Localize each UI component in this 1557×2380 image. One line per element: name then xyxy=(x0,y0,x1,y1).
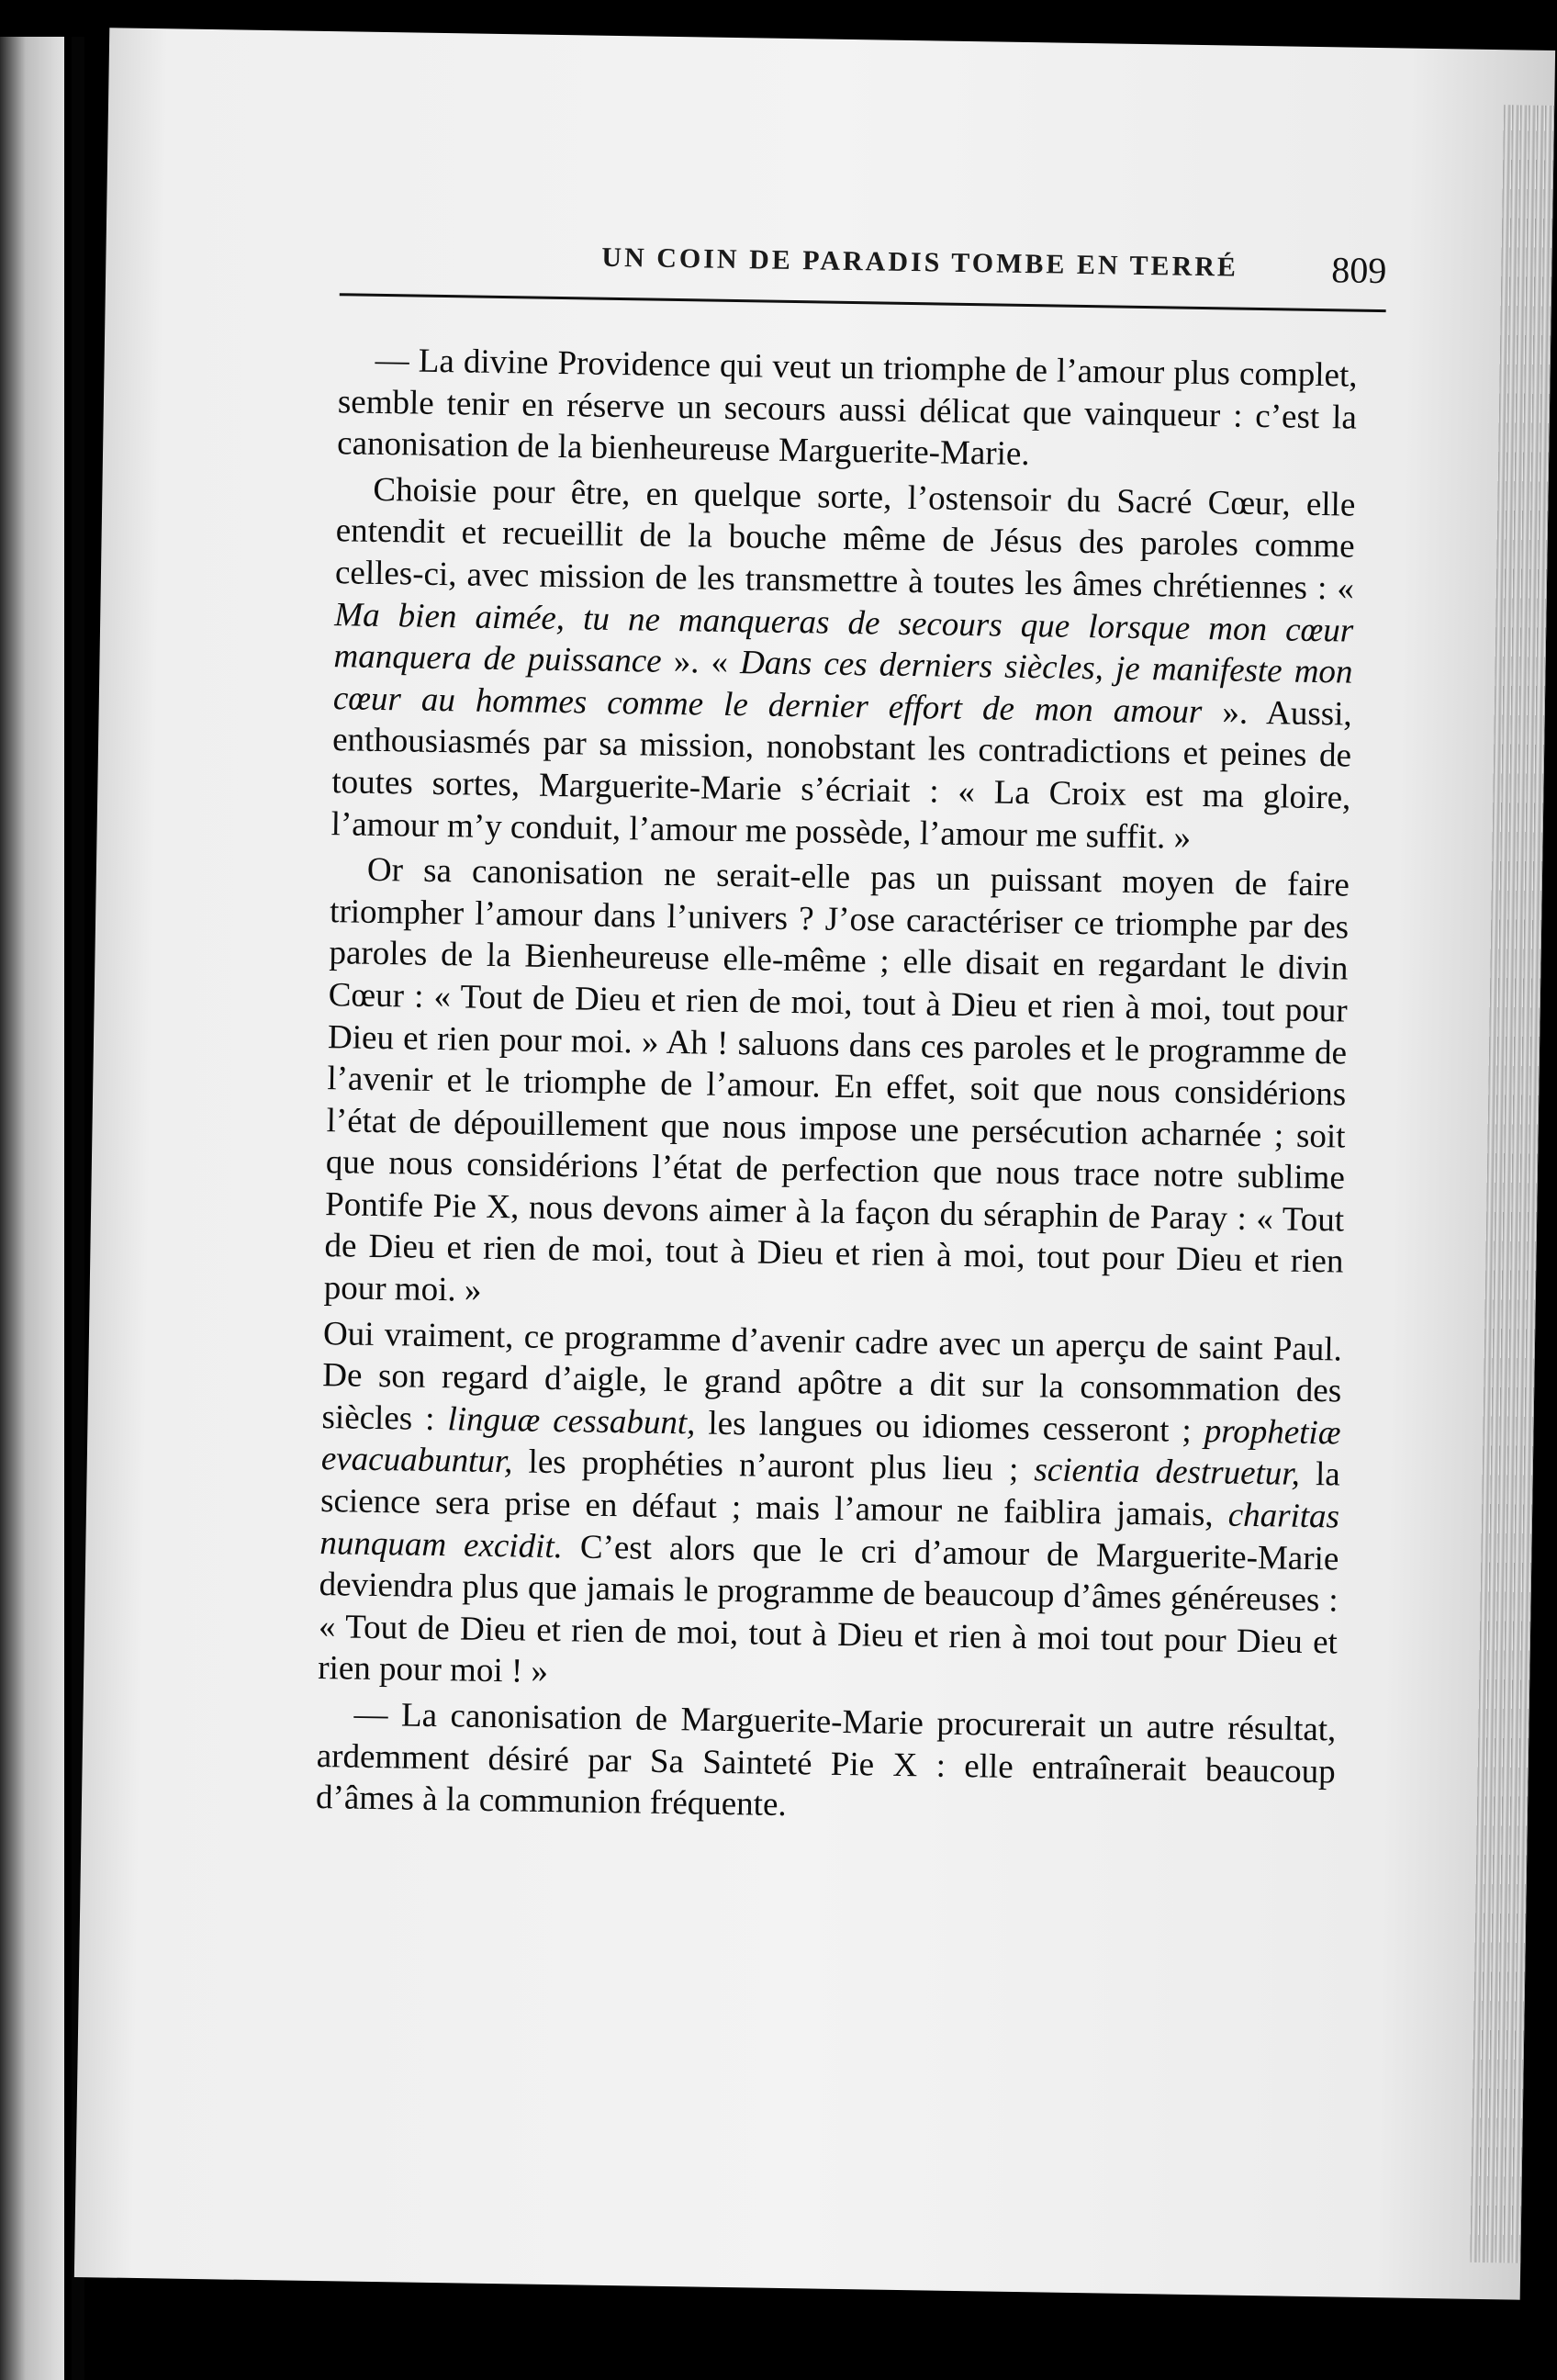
latin-prophetiae: prophetiæ evacuabuntur, xyxy=(320,1412,1341,1481)
paragraph-2-text-c: ». Aussi, enthousiasmés par sa mission, nonobstant les contradictions et peines de toutes sortes, Marguerite-Marie s’écriait : « La Croix est ma gloire, l’amour m’y conduit, l’amour me possède, l’amour me suffit. » xyxy=(330,692,1353,857)
book-page xyxy=(74,28,1555,2299)
page-header xyxy=(340,238,1387,309)
header-rule xyxy=(340,293,1386,312)
paragraph-5: — La canonisation de Marguerite-Marie procurerait un autre résultat, ardemment désiré par Sa Sainteté Pie X : elle entraînerait beaucoup d’âmes à la communion fréquente. xyxy=(315,1695,1337,1824)
paragraph-2-text-b: ». « xyxy=(661,642,741,682)
paragraph-2 xyxy=(330,468,1355,861)
paragraph-2-text-a: Choisie pour être, en quelque sorte, l’ostensoir du Sacré Cœur, elle entendit et recueillit de la bouche même de Jésus des paroles comme celles-ci, avec mission de les transmettre à toutes les âmes chrétiennes : « xyxy=(334,470,1356,608)
quote-derniers-siecles: Dans ces derniers siècles, je manifeste mon cœur au hommes comme le dernier effort de mon amour xyxy=(332,644,1353,731)
paragraph-4-text-e: C’est alors que le cri d’amour de Marguerite-Marie deviendra plus que jamais le programme de beaucoup d’âmes généreuses : « Tout de Dieu et rien de moi, tout à Dieu et rien à moi tout pour Dieu et rien pour moi ! » xyxy=(317,1527,1339,1691)
paragraph-3: Or sa canonisation ne serait-elle pas un puissant moyen de faire triompher l’amour dans l’univers ? J’ose caractériser ce triomphe par des paroles de la Bienheureuse elle-même ; elle disait en regardant le divin Cœur : « Tout de Dieu et rien de moi, tout à Dieu et rien à moi, tout pour Dieu et rien pour moi. » Ah ! saluons dans ces paroles et le programme de l’avenir et le triomphe de l’amour. En effet, soit que nous considérions l’état de dépouillement que nous impose une persécution acharnée ; soit que nous considérions l’état de perfection que nous trace notre sublime Pontife Pie X, nous devons aimer à la façon du séraphin de Paray : « Tout de Dieu et rien de moi, tout à Dieu et rien à moi, tout pour Dieu et rien pour moi. » xyxy=(323,850,1350,1309)
page-body xyxy=(316,339,1358,1835)
paragraph-4 xyxy=(318,1313,1342,1706)
paragraph-4-text-b: les langues ou idiomes cesseront ; xyxy=(695,1404,1205,1451)
running-head: UN COIN DE PARADIS TOMBE EN TERRÉ xyxy=(601,241,1239,283)
paragraph-4-text-d: la science sera prise en défaut ; mais l’amour ne faiblira jamais, xyxy=(319,1455,1341,1534)
page-fore-edge xyxy=(1470,105,1554,2263)
latin-scientia: scientia destruetur, xyxy=(1034,1451,1301,1494)
paragraph-4-text-a: Oui vraiment, ce programme d’avenir cadre avec un aperçu de saint Paul. De son regard d’aigle, le grand apôtre a dit sur la consommation des siècles : xyxy=(321,1314,1343,1439)
latin-charitas: charitas nunquam excidit. xyxy=(319,1496,1340,1566)
paragraph-4-text-c: les prophéties n’auront plus lieu ; xyxy=(512,1443,1035,1489)
latin-linguae: linguæ cessabunt, xyxy=(447,1400,696,1443)
page-number: 809 xyxy=(1330,249,1387,292)
quote-ma-bien-aimee: Ma bien aimée, tu ne manqueras de secours que lorsque mon cœur manquera de puissance xyxy=(333,595,1354,680)
previous-page-edge xyxy=(0,37,64,2380)
paragraph-1: — La divine Providence qui veut un triomphe de l’amour plus complet, semble tenir en réserve un secours aussi délicat que vainqueur : c’est la canonisation de la bienheureuse Marguerite-Marie. xyxy=(336,341,1358,474)
